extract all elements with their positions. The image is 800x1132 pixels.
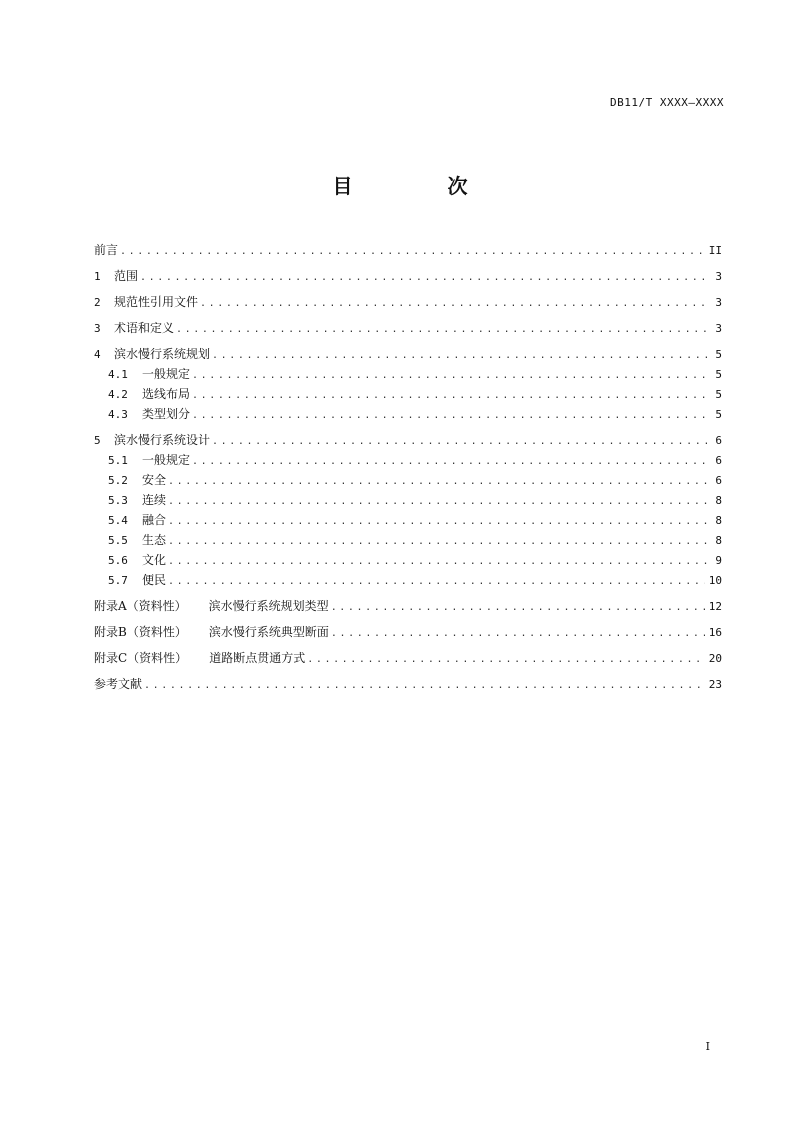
toc-entry-label: 连续 xyxy=(142,493,167,507)
toc-entry[interactable] xyxy=(94,344,722,364)
toc-entry[interactable] xyxy=(94,530,722,550)
toc-entry-page: 5 xyxy=(715,388,722,401)
toc-entry[interactable] xyxy=(94,490,722,510)
toc-entry-page: 5 xyxy=(715,408,722,421)
toc-entry[interactable] xyxy=(94,570,722,590)
toc-entry-leader-dots xyxy=(200,294,711,312)
toc-entry-number: 3 xyxy=(94,322,101,335)
toc-entry-number: 5.2 xyxy=(108,474,128,487)
toc-entry-number: 4.2 xyxy=(108,388,128,401)
toc-entry-page: 8 xyxy=(715,494,722,507)
toc-entry-number: 5.6 xyxy=(108,554,128,567)
toc-entry-label: 文化 xyxy=(142,553,167,567)
toc-entry-label: 前言 xyxy=(94,243,119,257)
toc-entry-page: 16 xyxy=(708,626,722,639)
toc-entry[interactable] xyxy=(94,266,722,286)
toc-entry-page: 5 xyxy=(715,348,722,361)
toc-entry-page: 5 xyxy=(715,368,722,381)
toc-entry-label: 融合 xyxy=(142,513,167,527)
toc-entry[interactable] xyxy=(94,674,722,694)
toc-entry-page: 20 xyxy=(708,652,722,665)
page-number: I xyxy=(705,1040,710,1053)
toc-entry-label: 一般规定 xyxy=(142,453,191,467)
toc-entry-appendix-tag: 附录B（资料性） xyxy=(94,625,187,639)
toc-entry-number: 5 xyxy=(94,434,101,447)
toc-entry-page: 10 xyxy=(708,574,722,587)
toc-entry-leader-dots xyxy=(192,366,711,384)
toc-entry-leader-dots xyxy=(331,624,705,642)
toc-entry-leader-dots xyxy=(120,242,705,260)
toc-entry-appendix-tag: 附录A（资料性） xyxy=(94,599,187,613)
toc-entry-page: 3 xyxy=(715,270,722,283)
toc-entry-number: 1 xyxy=(94,270,101,283)
toc-entry-label: 术语和定义 xyxy=(114,321,175,335)
toc-entry[interactable] xyxy=(94,596,722,616)
toc-entry-label: 规范性引用文件 xyxy=(114,295,199,309)
toc-entry-leader-dots xyxy=(192,386,711,404)
toc-entry-label: 类型划分 xyxy=(142,407,191,421)
toc-entry[interactable] xyxy=(94,292,722,312)
toc-entry-appendix-tag: 附录C（资料性） xyxy=(94,651,188,665)
toc-entry-label: 生态 xyxy=(142,533,167,547)
toc-entry-leader-dots xyxy=(168,572,705,590)
toc-entry-leader-dots xyxy=(176,320,711,338)
toc-entry-page: 6 xyxy=(715,474,722,487)
document-header-code: DB11/T XXXX—XXXX xyxy=(610,96,724,109)
toc-entry-label: 参考文献 xyxy=(94,677,143,691)
toc-entry-page: 8 xyxy=(715,534,722,547)
toc-entry[interactable] xyxy=(94,622,722,642)
toc-entry-page: 23 xyxy=(708,678,722,691)
toc-entry-page: 6 xyxy=(715,434,722,447)
toc-entry[interactable] xyxy=(94,430,722,450)
toc-entry-label: 选线布局 xyxy=(142,387,191,401)
toc-entry-number: 2 xyxy=(94,296,101,309)
toc-entry-leader-dots xyxy=(168,512,711,530)
toc-entry-label: 便民 xyxy=(142,573,167,587)
toc-entry-number: 5.4 xyxy=(108,514,128,527)
toc-entry-leader-dots xyxy=(192,452,711,470)
toc-entry-number: 5.1 xyxy=(108,454,128,467)
toc-entry-leader-dots xyxy=(168,552,711,570)
toc-entry-label: 滨水慢行系统规划 xyxy=(114,347,211,361)
toc-entry-leader-dots xyxy=(168,492,711,510)
toc-entry[interactable] xyxy=(94,364,722,384)
toc-entry-leader-dots xyxy=(212,346,711,364)
toc-entry[interactable] xyxy=(94,240,722,260)
toc-entry-number: 5.7 xyxy=(108,574,128,587)
toc-entry-leader-dots xyxy=(307,650,705,668)
toc-entry-label: 滨水慢行系统规划类型 xyxy=(208,599,329,613)
toc-entry-leader-dots xyxy=(212,432,711,450)
table-of-contents xyxy=(94,240,722,694)
toc-entry-leader-dots xyxy=(144,676,705,694)
toc-entry-label: 安全 xyxy=(142,473,167,487)
toc-entry-label: 滨水慢行系统典型断面 xyxy=(208,625,329,639)
toc-entry-label: 道路断点贯通方式 xyxy=(209,651,306,665)
toc-entry-page: 8 xyxy=(715,514,722,527)
toc-entry[interactable] xyxy=(94,648,722,668)
toc-entry-number: 4.3 xyxy=(108,408,128,421)
toc-entry-page: 3 xyxy=(715,296,722,309)
toc-entry[interactable] xyxy=(94,404,722,424)
toc-entry[interactable] xyxy=(94,510,722,530)
toc-entry-page: 12 xyxy=(708,600,722,613)
toc-entry-page: 6 xyxy=(715,454,722,467)
toc-entry-label: 范围 xyxy=(114,269,139,283)
toc-entry-leader-dots xyxy=(168,532,711,550)
toc-entry-leader-dots xyxy=(168,472,711,490)
toc-entry-page: 3 xyxy=(715,322,722,335)
toc-entry-label: 滨水慢行系统设计 xyxy=(114,433,211,447)
toc-entry[interactable] xyxy=(94,470,722,490)
toc-entry-number: 4.1 xyxy=(108,368,128,381)
toc-entry[interactable] xyxy=(94,384,722,404)
toc-entry-number: 5.3 xyxy=(108,494,128,507)
toc-entry[interactable] xyxy=(94,550,722,570)
toc-entry-number: 4 xyxy=(94,348,101,361)
toc-entry-leader-dots xyxy=(140,268,711,286)
toc-title: 目 次 xyxy=(332,174,512,198)
toc-entry-label: 一般规定 xyxy=(142,367,191,381)
toc-entry-page: II xyxy=(708,244,722,257)
toc-entry[interactable] xyxy=(94,450,722,470)
toc-entry[interactable] xyxy=(94,318,722,338)
toc-entry-page: 9 xyxy=(715,554,722,567)
toc-entry-number: 5.5 xyxy=(108,534,128,547)
toc-entry-leader-dots xyxy=(331,598,705,616)
toc-entry-leader-dots xyxy=(192,406,711,424)
